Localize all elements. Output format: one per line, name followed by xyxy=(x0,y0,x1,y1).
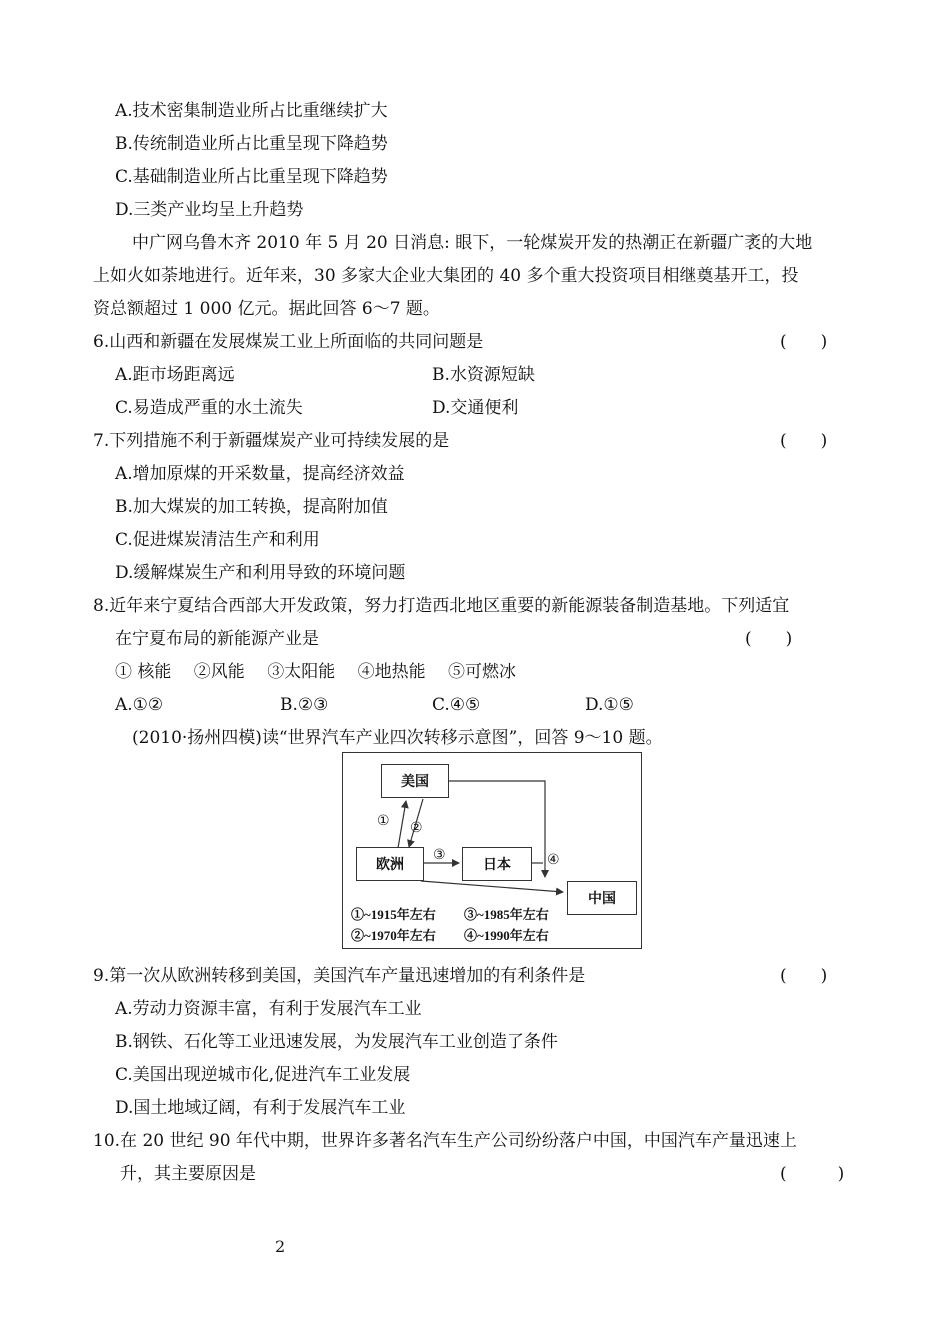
q7-option-c: C.促进煤炭清洁生产和利用 xyxy=(115,530,320,550)
q7-answer-paren: ( ) xyxy=(780,431,828,451)
q6-answer-paren: ( ) xyxy=(780,332,828,352)
q10-stem-line-1: 10.在 20 世纪 90 年代中期，世界许多著名汽车生产公司纷纷落户中国，中国汽车产量迅速上 xyxy=(93,1131,797,1151)
q8-option-c: C.④⑤ xyxy=(432,695,481,715)
q5-option-c: C.基础制造业所占比重呈现下降趋势 xyxy=(115,167,388,187)
q9-option-c: C.美国出现逆城市化,促进汽车工业发展 xyxy=(115,1065,411,1085)
q8-option-b: B.②③ xyxy=(280,695,329,715)
q5-option-b: B.传统制造业所占比重呈现下降趋势 xyxy=(115,134,388,154)
box-usa: 美国 xyxy=(381,764,449,798)
arrow-label-1: ① xyxy=(377,813,390,829)
legend-2: ②~1970年左右 xyxy=(351,928,436,943)
q7-option-b: B.加大煤炭的加工转换，提高附加值 xyxy=(115,497,388,517)
intro-text: 读“世界汽车产业四次转移示意图”，回答 9～10 题。 xyxy=(261,728,663,748)
arrow-label-3: ③ xyxy=(433,847,446,863)
arrow-label-4: ④ xyxy=(547,852,560,868)
q5-option-a: A.技术密集制造业所占比重继续扩大 xyxy=(115,101,388,121)
legend-1: ①~1915年左右 xyxy=(351,907,436,922)
q9-option-b: B.钢铁、石化等工业迅速发展，为发展汽车工业创造了条件 xyxy=(115,1032,558,1052)
q6-option-c: C.易造成严重的水土流失 xyxy=(115,398,303,418)
q5-option-d: D.三类产业均呈上升趋势 xyxy=(115,200,304,220)
q9-option-a: A.劳动力资源丰富，有利于发展汽车工业 xyxy=(115,999,422,1019)
q9-stem: 9.第一次从欧洲转移到美国，美国汽车产量迅速增加的有利条件是 xyxy=(93,966,586,986)
q8-items: ① 核能 ②风能 ③太阳能 ④地热能 ⑤可燃冰 xyxy=(115,662,517,682)
arrow-europe-to-china xyxy=(421,881,563,892)
passage-line-3: 资总额超过 1 000 亿元。据此回答 6～7 题。 xyxy=(93,299,440,319)
q7-stem: 7.下列措施不利于新疆煤炭产业可持续发展的是 xyxy=(93,431,450,451)
page-number: 2 xyxy=(275,1237,286,1256)
auto-industry-transfer-diagram xyxy=(342,752,642,949)
q9-answer-paren: ( ) xyxy=(780,966,828,986)
q6-option-d: D.交通便利 xyxy=(432,398,519,418)
q7-option-d: D.缓解煤炭生产和利用导致的环境问题 xyxy=(115,563,406,583)
q10-stem-line-2: 升，其主要原因是 xyxy=(120,1164,256,1184)
passage-line-1: 中广网乌鲁木齐 2010 年 5 月 20 日消息: 眼下，一轮煤炭开发的热潮正在新疆广袤的大地 xyxy=(132,233,813,253)
q10-answer-paren: ( ) xyxy=(780,1164,845,1184)
intro-source: (2010·扬州四模) xyxy=(132,728,262,748)
box-china: 中国 xyxy=(567,881,637,915)
arrow-label-2: ② xyxy=(410,820,423,836)
arrow-1-europe-to-usa xyxy=(398,801,406,848)
intro-9-10 xyxy=(132,727,663,749)
q8-answer-paren: ( ) xyxy=(745,629,793,649)
q6-option-a: A.距市场距离远 xyxy=(115,365,235,385)
q7-option-a: A.增加原煤的开采数量，提高经济效益 xyxy=(115,464,405,484)
q6-stem: 6.山西和新疆在发展煤炭工业上所面临的共同问题是 xyxy=(93,332,484,352)
box-japan: 日本 xyxy=(462,847,532,881)
q8-option-a: A.①② xyxy=(115,695,164,715)
legend-3: ③~1985年左右 xyxy=(464,907,549,922)
q6-option-b: B.水资源短缺 xyxy=(432,365,535,385)
q8-stem-line-2: 在宁夏布局的新能源产业是 xyxy=(115,629,319,649)
passage-line-2: 上如火如荼地进行。近年来，30 多家大企业大集团的 40 多个重大投资项目相继奠基开工，投 xyxy=(93,266,799,286)
q8-option-d: D.①⑤ xyxy=(585,695,634,715)
legend-4: ④~1990年左右 xyxy=(464,928,549,943)
q9-option-d: D.国土地域辽阔，有利于发展汽车工业 xyxy=(115,1098,406,1118)
q8-stem-line-1: 8.近年来宁夏结合西部大开发政策，努力打造西北地区重要的新能源装备制造基地。下列适宜 xyxy=(93,596,790,616)
box-europe: 欧洲 xyxy=(356,847,424,881)
